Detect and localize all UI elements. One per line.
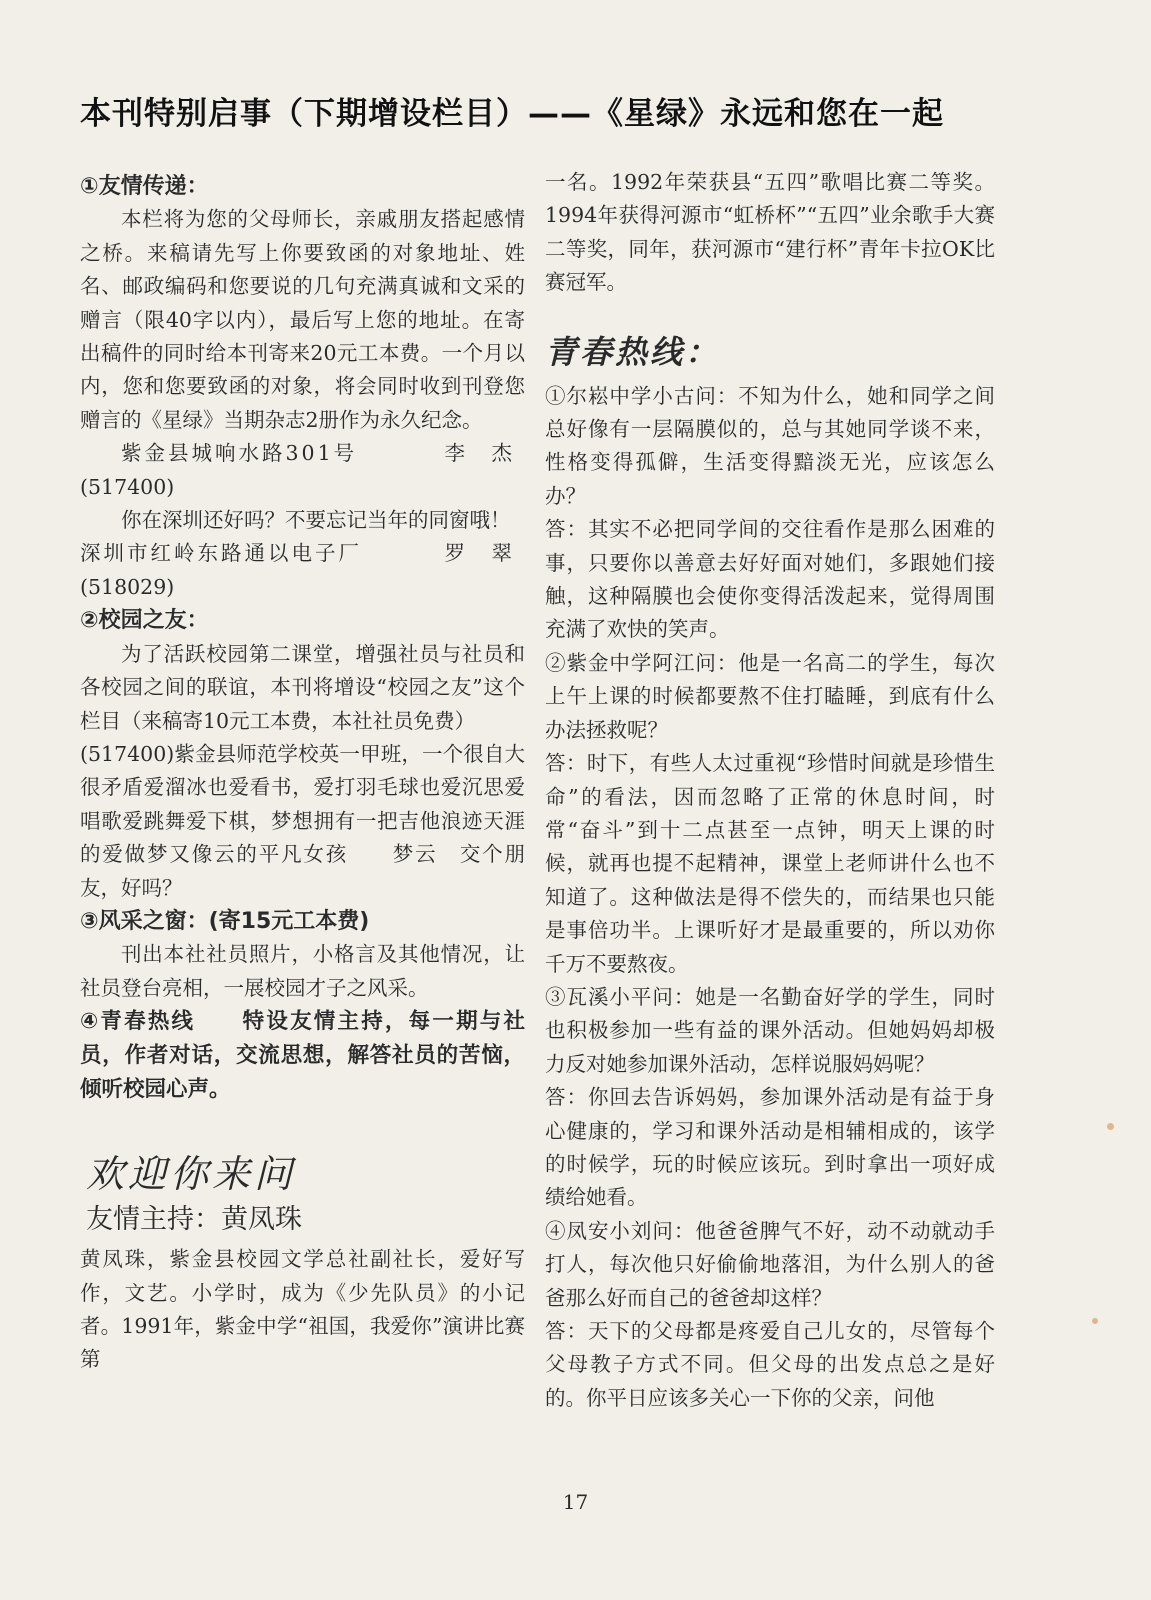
hotline-answer-3: 答：你回去告诉妈妈，参加课外活动是有益于身心健康的，学习和课外活动是相辅相成的，该学的时候学，玩的时候应该玩。到时拿出一项好成绩给她看。 bbox=[545, 1085, 995, 1210]
hotline-heading: 青春热线： bbox=[545, 332, 721, 371]
host-bio: 黄凤珠，紫金县校园文学总社副社长，爱好写作，文艺。小学时，成为《少先队员》的小记者。1991年，紫金中学“祖国，我爱你”演讲比赛第 bbox=[80, 1247, 525, 1372]
sample-address-2 bbox=[80, 537, 525, 570]
hotline-question-2: ②紫金中学阿江问：他是一名高二的学生，每次上午上课的时候都要熬不住打瞌睡，到底有什么办法拯救呢？ bbox=[545, 650, 995, 742]
section-youth-hotline-notice: ④青春热线 特设友情主持，每一期与社员，作者对话，交流思想，解答社员的苦恼，倾听校园心声。 bbox=[80, 1009, 525, 1103]
section-heading-campus: ②校园之友： bbox=[80, 608, 209, 634]
page-title: 本刊特别启事（下期增设栏目）——《星绿》永远和您在一起 bbox=[80, 96, 944, 132]
right-column bbox=[545, 166, 995, 1415]
section-body-campus: 为了活跃校园第二课堂，增强社员与社员和各校园之间的联谊，本刊将增设“校园之友”这个栏目（来稿寄10元工本费，本社社员免费） bbox=[80, 641, 525, 733]
sample-address-1-text: 紫金县城响水路301号 bbox=[121, 441, 358, 466]
hotline-question-3: ③瓦溪小平问：她是一名勤奋好学的学生，同时也积极参加一些有益的课外活动。但她妈妈却极力反对她参加课外活动，怎样说服妈妈呢？ bbox=[545, 984, 995, 1076]
hotline-question-4: ④凤安小刘问：他爸爸脾气不好，动不动就动手打人，每次他只好偷偷地落泪，为什么别人的爸爸那么好而自己的爸爸却这样？ bbox=[545, 1218, 995, 1310]
paper-speck bbox=[1107, 1123, 1114, 1130]
section-body-showcase: 刊出本社社员照片，小格言及其他情况，让社员登台亮相，一展校园才子之风采。 bbox=[80, 942, 525, 1000]
section-example-campus: (517400)紫金县师范学校英一甲班，一个很自大很矛盾爱溜冰也爱看书，爱打羽毛球也爱沉思爱唱歌爱跳舞爱下棋，梦想拥有一把吉他浪迹天涯的爱做梦又像云的平凡女孩 梦云 交个朋友，好吗？ bbox=[80, 741, 525, 900]
hotline-answer-1: 答：其实不必把同学间的交往看作是那么困难的事，只要你以善意去好好面对她们，多跟她们接触，这种隔膜也会使你变得活泼起来，觉得周围充满了欢快的笑声。 bbox=[545, 517, 995, 642]
sample-address-2-text: 深圳市红岭东路通以电子厂 bbox=[80, 541, 362, 566]
host-bio-continued: 一名。1992年荣获县“五四”歌唱比赛二等奖。1994年获得河源市“虹桥杯”“五四”业余歌手大赛二等奖，同年，获河源市“建行杯”青年卡拉OK比赛冠军。 bbox=[545, 170, 995, 295]
sample-address-2-name: 罗 翠 bbox=[444, 541, 515, 566]
hotline-answer-2: 答：时下，有些人太过重视“珍惜时间就是珍惜生命”的看法，因而忽略了正常的休息时间，时常“奋斗”到十二点甚至一点钟，明天上课的时候，就再也提不起精神，课堂上老师讲什么也不知道了。这种做法是得不偿失的，而结果也只能是事倍功半。上课听好才是最重要的，所以劝你千万不要熬夜。 bbox=[545, 751, 995, 976]
welcome-heading: 欢迎你来问 bbox=[86, 1152, 297, 1197]
section-body-friendship: 本栏将为您的父母师长，亲戚朋友搭起感情之桥。来稿请先写上你要致函的对象地址、姓名、邮政编码和您要说的几句充满真诚和文采的赠言（限40字以内），最后写上您的地址。在寄出稿件的同时给本刊寄来20元工本费。一个月以内，您和您要致函的对象，将会同时收到刊登您赠言的《星绿》当期杂志2册作为永久纪念。 bbox=[80, 207, 525, 432]
left-column bbox=[80, 170, 525, 1377]
section-heading-showcase: ③风采之窗：(寄15元工本费) bbox=[80, 908, 370, 934]
sample-zip-2: (518029) bbox=[80, 574, 175, 599]
hotline-answer-4: 答：天下的父母都是疼爱自己儿女的，尽管每个父母教子方式不同。但父母的出发点总之是好的。你平日应该多关心一下你的父亲，问他 bbox=[545, 1319, 995, 1410]
hotline-question-1: ①尔崧中学小古问：不知为什么，她和同学之间总好像有一层隔膜似的，总与其她同学谈不来，性格变得孤僻，生活变得黯淡无光，应该怎么办？ bbox=[545, 383, 995, 508]
sample-address-1-name: 李 杰 bbox=[444, 441, 515, 466]
sample-zip-1: (517400) bbox=[80, 474, 175, 499]
section-heading-friendship: ①友情传递： bbox=[80, 174, 209, 199]
sample-address-1 bbox=[80, 437, 525, 470]
host-heading: 友情主持：黄凤珠 bbox=[86, 1204, 302, 1236]
paper-speck bbox=[1092, 1318, 1098, 1324]
sample-message: 你在深圳还好吗？不要忘记当年的同窗哦！ bbox=[121, 508, 511, 533]
page-number: 17 bbox=[562, 1490, 589, 1514]
